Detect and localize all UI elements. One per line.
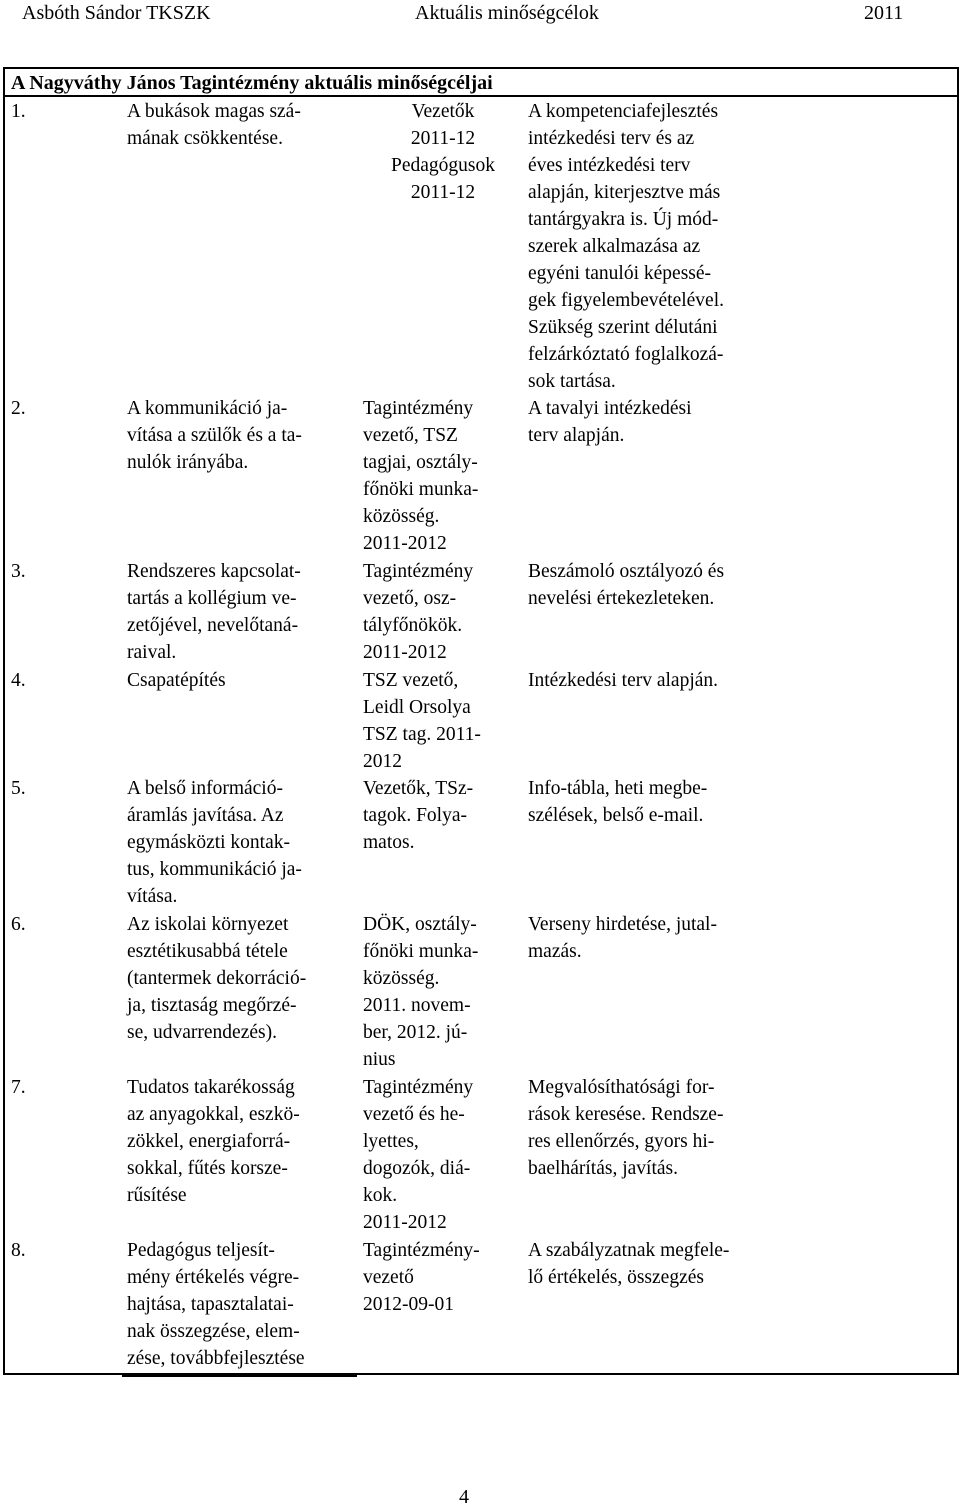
responsible-text-line: TSZ tag. 2011- <box>363 724 481 745</box>
goal-text-line: tartás a kollégium ve- <box>127 588 297 609</box>
responsible-text-line: 2011-2012 <box>363 1212 447 1233</box>
responsible-text-line: ber, 2012. jú- <box>363 1022 468 1043</box>
row-number: 3. <box>11 561 26 582</box>
responsible-text-line: vezető, osz- <box>363 588 457 609</box>
goal-text-line: nulók irányába. <box>127 452 249 473</box>
goal-text-line: raival. <box>127 642 177 663</box>
row-number: 7. <box>11 1077 26 1098</box>
responsible-text <box>363 911 523 1073</box>
goal-text-line: mény értékelés végre- <box>127 1267 300 1288</box>
row-number: 6. <box>11 914 26 935</box>
goal-text <box>127 667 357 694</box>
goal-text-line: ja, tisztaság megőrzé- <box>127 995 297 1016</box>
method-text-line: terv alapján. <box>528 425 625 446</box>
responsible-text-line: 2011. novem- <box>363 995 471 1016</box>
responsible-text-line: 2011-12 <box>410 128 476 149</box>
responsible-text-line: DÖK, osztály- <box>363 914 477 935</box>
method-text <box>528 775 958 829</box>
responsible-text-line: tagjai, osztály- <box>363 452 478 473</box>
responsible-text-line: kok. <box>363 1185 398 1206</box>
goal-text <box>127 395 357 476</box>
responsible-text-line: tályfőnökök. <box>363 615 463 636</box>
method-text-line: szélések, belső e-mail. <box>528 805 704 826</box>
method-text-line: gek figyelembevételével. <box>528 290 724 311</box>
method-text <box>528 667 958 694</box>
table-bottom-rule <box>122 1375 357 1377</box>
responsible-text-line: vezető, TSZ <box>363 425 458 446</box>
method-text-line: egyéni tanulói képessé- <box>528 263 712 284</box>
method-text-line: rások keresése. Rendsze- <box>528 1104 724 1125</box>
goal-text <box>127 558 357 666</box>
goal-text-line: A kommunikáció ja- <box>127 398 288 419</box>
method-text-line: intézkedési terv és az <box>528 128 695 149</box>
responsible-text <box>363 1237 523 1318</box>
method-text-line: Megvalósíthatósági for- <box>528 1077 715 1098</box>
goal-text-line: A belső információ- <box>127 778 283 799</box>
row-number: 1. <box>11 101 26 122</box>
page-header <box>0 0 960 28</box>
responsible-text-line: 2011-2012 <box>363 642 447 663</box>
goal-text-line: zése, továbbfejlesztése <box>127 1348 305 1369</box>
responsible-text-line: közösség. <box>363 506 440 527</box>
responsible-text-line: vezető és he- <box>363 1104 465 1125</box>
responsible-text-line: Pedagógusok <box>391 155 495 176</box>
row-number: 8. <box>11 1240 26 1261</box>
responsible-text-line: 2012-09-01 <box>363 1294 454 1315</box>
responsible-text <box>363 1074 523 1236</box>
responsible-text-line: nius <box>363 1049 396 1070</box>
responsible-text-line: Leidl Orsolya <box>363 697 471 718</box>
method-text <box>528 395 958 449</box>
responsible-text-line: lyettes, <box>363 1131 419 1152</box>
goal-text-line: Pedagógus teljesít- <box>127 1240 275 1261</box>
goal-text-line: Az iskolai környezet <box>127 914 289 935</box>
goal-text-line: egymásközti kontak- <box>127 832 290 853</box>
responsible-text-line: főnöki munka- <box>363 941 479 962</box>
header-school-name: Asbóth Sándor TKSZK <box>22 2 211 24</box>
responsible-text-line: Vezetők <box>411 101 475 122</box>
method-text-line: szerek alkalmazása az <box>528 236 701 257</box>
goal-text-line: mának csökkentése. <box>127 128 283 149</box>
method-text <box>528 911 958 965</box>
goal-text-line: vítása. <box>127 886 178 907</box>
table-title: A Nagyváthy János Tagintézmény aktuális minőségcéljai <box>5 69 957 97</box>
goal-text-line: Csapatépítés <box>127 670 226 691</box>
method-text-line: éves intézkedési terv <box>528 155 691 176</box>
quality-goals-table <box>3 67 959 1375</box>
method-text-line: A kompetenciafejlesztés <box>528 101 719 122</box>
responsible-text-line: főnöki munka- <box>363 479 479 500</box>
page-number: 4 <box>459 1486 469 1508</box>
responsible-text <box>363 558 523 666</box>
responsible-text-line: dogozók, diá- <box>363 1158 471 1179</box>
responsible-text-line: matos. <box>363 832 415 853</box>
goal-text-line: vítása a szülők és a ta- <box>127 425 302 446</box>
method-text-line: Verseny hirdetése, jutal- <box>528 914 717 935</box>
goal-text-line: zetőjével, nevelőtaná- <box>127 615 299 636</box>
responsible-text-line: 2011-12 <box>410 182 476 203</box>
goal-text-line: tus, kommunikáció ja- <box>127 859 302 880</box>
method-text-line: res ellenőrzés, gyors hi- <box>528 1131 715 1152</box>
goal-text-line: sokkal, fűtés korsze- <box>127 1158 288 1179</box>
goal-text-line: (tantermek dekorráció- <box>127 968 307 989</box>
responsible-text <box>363 98 523 206</box>
method-text-line: mazás. <box>528 941 582 962</box>
method-text-line: Beszámoló osztályozó és <box>528 561 725 582</box>
method-text-line: A tavalyi intézkedési <box>528 398 692 419</box>
goal-text-line: A bukások magas szá- <box>127 101 301 122</box>
responsible-text-line: Tagintézmény <box>363 1077 474 1098</box>
responsible-text-line: Vezetők, TSz- <box>363 778 474 799</box>
responsible-text-line: vezető <box>363 1267 414 1288</box>
method-text-line: alapján, kiterjesztve más <box>528 182 721 203</box>
goal-text-line: nak összegzése, elem- <box>127 1321 300 1342</box>
row-number: 2. <box>11 398 26 419</box>
goal-text-line: se, udvarrendezés). <box>127 1022 277 1043</box>
goal-text-line: esztétikusabbá tétele <box>127 941 288 962</box>
responsible-text-line: tagok. Folya- <box>363 805 467 826</box>
goal-text <box>127 775 357 910</box>
header-year: 2011 <box>864 2 904 24</box>
method-text-line: baelhárítás, javítás. <box>528 1158 678 1179</box>
method-text-line: felzárkóztató foglalkozá- <box>528 344 724 365</box>
method-text <box>528 558 958 612</box>
goal-text-line: zökkel, energiaforrá- <box>127 1131 291 1152</box>
header-document-title: Aktuális minőségcélok <box>415 2 599 24</box>
responsible-text <box>363 775 523 856</box>
goal-text <box>127 1237 357 1372</box>
responsible-text-line: Tagintézmény- <box>363 1240 480 1261</box>
responsible-text <box>363 395 523 557</box>
goal-text-line: hajtása, tapasztalatai- <box>127 1294 294 1315</box>
method-text-line: lő értékelés, összegzés <box>528 1267 704 1288</box>
goal-text-line: Rendszeres kapcsolat- <box>127 561 301 582</box>
method-text-line: nevelési értekezleteken. <box>528 588 715 609</box>
goal-text <box>127 911 357 1046</box>
method-text <box>528 1237 958 1291</box>
responsible-text <box>363 667 523 775</box>
goal-text-line: rűsítése <box>127 1185 187 1206</box>
method-text-line: Info-tábla, heti megbe- <box>528 778 708 799</box>
goal-text <box>127 1074 357 1209</box>
goal-text-line: áramlás javítása. Az <box>127 805 284 826</box>
responsible-text-line: 2011-2012 <box>363 533 447 554</box>
method-text-line: Szükség szerint délutáni <box>528 317 718 338</box>
responsible-text-line: TSZ vezető, <box>363 670 459 691</box>
method-text-line: sok tartása. <box>528 371 616 392</box>
method-text-line: Intézkedési terv alapján. <box>528 670 719 691</box>
method-text <box>528 98 958 395</box>
goal-text <box>127 98 357 152</box>
responsible-text-line: Tagintézmény <box>363 561 474 582</box>
row-number: 5. <box>11 778 26 799</box>
responsible-text-line: közösség. <box>363 968 440 989</box>
goal-text-line: az anyagokkal, eszkö- <box>127 1104 300 1125</box>
responsible-text-line: Tagintézmény <box>363 398 474 419</box>
method-text-line: A szabályzatnak megfele- <box>528 1240 730 1261</box>
method-text <box>528 1074 958 1182</box>
goal-text-line: Tudatos takarékosság <box>127 1077 295 1098</box>
row-number: 4. <box>11 670 26 691</box>
responsible-text-line: 2012 <box>363 751 402 772</box>
method-text-line: tantárgyakra is. Új mód- <box>528 209 719 230</box>
